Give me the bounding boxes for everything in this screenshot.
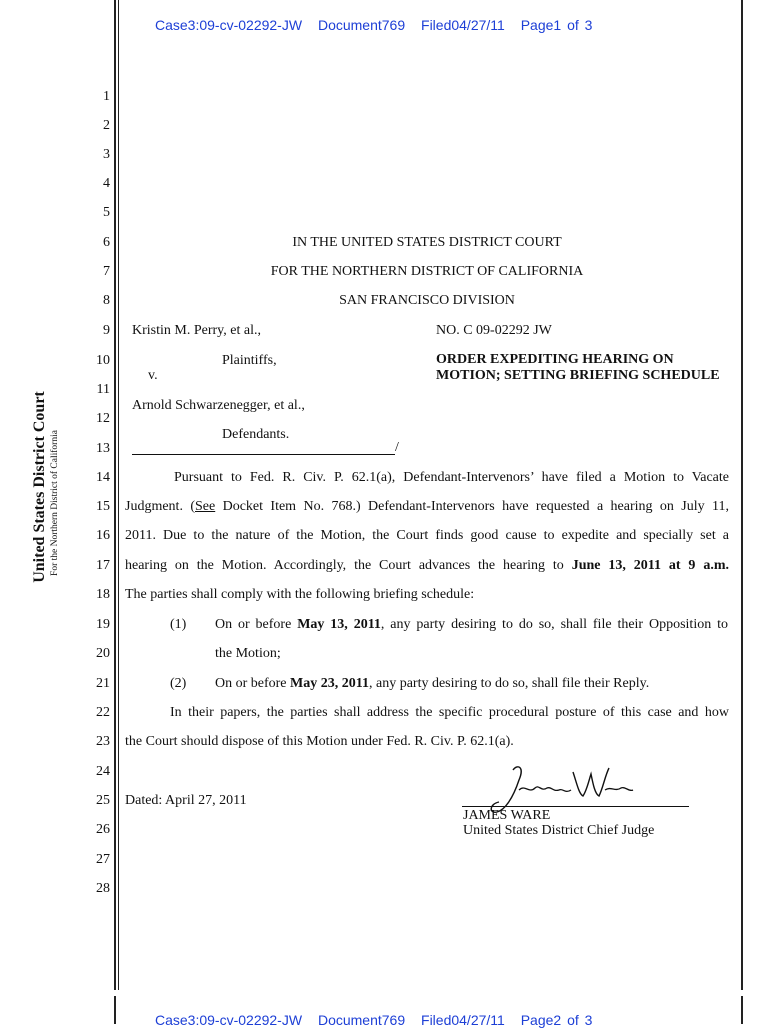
order-title: ORDER EXPEDITING HEARING ON MOTION; SETTING BRIEFING SCHEDULE xyxy=(436,352,720,383)
line-number: 5 xyxy=(103,205,110,220)
page-header xyxy=(155,17,602,33)
line-number: 18 xyxy=(96,587,110,602)
line-number: 1 xyxy=(103,89,110,104)
judge-name: JAMES WARE xyxy=(463,808,551,823)
header-page-number: Page1 of 3 xyxy=(520,17,593,33)
header-case-number: Case3:09-cv-02292-JW xyxy=(155,1012,303,1028)
header-document-number: Document769 xyxy=(317,1012,406,1028)
item-2-text xyxy=(215,676,649,692)
case-number: NO. C 09-02292 JW xyxy=(436,323,552,338)
header-document-number: Document769 xyxy=(317,17,406,33)
body-line-23: the Court should dispose of this Motion under Fed. R. Civ. P. 62.1(a). xyxy=(125,734,514,749)
plaintiffs-label: Plaintiffs, xyxy=(222,353,277,368)
line-number: 3 xyxy=(103,147,110,162)
sidebar-court-name: United States District Court xyxy=(31,391,48,583)
body-line-16: 2011. Due to the nature of the Motion, the Court finds good cause to expedite and specially set a xyxy=(125,528,729,543)
header-filed-date: Filed04/27/11 xyxy=(421,17,505,33)
line-number: 24 xyxy=(96,764,110,779)
line-number: 25 xyxy=(96,793,110,808)
court-heading-line2: FOR THE NORTHERN DISTRICT OF CALIFORNIA xyxy=(270,264,584,279)
court-heading-line1: IN THE UNITED STATES DISTRICT COURT xyxy=(292,235,562,250)
judge-title: United States District Chief Judge xyxy=(463,823,655,838)
item-1-number: (1) xyxy=(170,617,187,632)
line-number: 12 xyxy=(96,411,110,426)
line-number: 6 xyxy=(103,235,110,250)
line-number: 26 xyxy=(96,822,110,837)
line-number: 7 xyxy=(103,264,110,279)
header-filed-date: Filed04/27/11 xyxy=(421,1012,505,1028)
line-number: 11 xyxy=(96,382,110,397)
header-case-number: Case3:09-cv-02292-JW xyxy=(155,17,303,33)
body-line-17 xyxy=(125,558,729,574)
reply-deadline: May 23, 2011 xyxy=(290,676,369,691)
line-number: 10 xyxy=(96,353,110,368)
left-margin-rule xyxy=(114,0,116,990)
right-margin-rule-page2 xyxy=(741,996,743,1024)
item-1-end: , any party desiring to do so, shall file their Opposition to xyxy=(380,617,728,632)
line-number: 17 xyxy=(96,558,110,573)
defendants-name: Arnold Schwarzenegger, et al., xyxy=(132,398,305,413)
line-number: 21 xyxy=(96,676,110,691)
line-number: 4 xyxy=(103,176,110,191)
body-line-14: Pursuant to Fed. R. Civ. P. 62.1(a), Defendant-Intervenors’ have filed a Motion to Vacate xyxy=(174,470,729,485)
caption-underline xyxy=(132,454,395,455)
item-1-continuation: the Motion; xyxy=(215,646,281,661)
line-number: 8 xyxy=(103,293,110,308)
opposition-deadline: May 13, 2011 xyxy=(297,617,381,632)
line-number: 27 xyxy=(96,852,110,867)
item-2-start: On or before xyxy=(215,676,291,691)
line-number: 13 xyxy=(96,441,110,456)
plaintiffs-name: Kristin M. Perry, et al., xyxy=(132,323,261,338)
header-page-number: Page2 of 3 xyxy=(520,1012,593,1028)
item-2-number: (2) xyxy=(170,676,187,691)
body-line-15-start: Judgment. ( xyxy=(125,499,195,514)
body-line-17-start: hearing on the Motion. Accordingly, the Court advances the hearing to xyxy=(125,558,572,573)
line-number: 23 xyxy=(96,734,110,749)
line-number: 14 xyxy=(96,470,110,485)
hearing-date: June 13, 2011 at 9 a.m. xyxy=(571,558,729,573)
caption-slash: / xyxy=(395,440,399,455)
item-2-end: , any party desiring to do so, shall file their Reply. xyxy=(368,676,650,691)
line-number: 19 xyxy=(96,617,110,632)
line-number: 22 xyxy=(96,705,110,720)
body-line-18: The parties shall comply with the following briefing schedule: xyxy=(125,587,475,602)
line-number: 9 xyxy=(103,323,110,338)
right-margin-rule xyxy=(741,0,743,990)
item-1-start: On or before xyxy=(215,617,298,632)
sidebar-district-name: For the Northern District of California xyxy=(50,430,60,576)
line-number: 28 xyxy=(96,881,110,896)
body-line-22: In their papers, the parties shall address the specific procedural posture of this case and how xyxy=(170,705,729,720)
line-number: 20 xyxy=(96,646,110,661)
line-number: 16 xyxy=(96,528,110,543)
body-line-15 xyxy=(125,499,729,515)
versus-label: v. xyxy=(148,368,158,383)
signature-line xyxy=(462,806,689,807)
line-number: 2 xyxy=(103,118,110,133)
see-citation: See xyxy=(195,499,216,514)
body-line-15-end: Docket Item No. 768.) Defendant-Intervenors have requested a hearing on July 11, xyxy=(215,499,730,514)
court-heading-line3: SAN FRANCISCO DIVISION xyxy=(339,293,515,308)
page2-header xyxy=(155,1012,602,1028)
line-number: 15 xyxy=(96,499,110,514)
dated-line: Dated: April 27, 2011 xyxy=(125,793,247,808)
item-1-text xyxy=(215,617,728,633)
defendants-label: Defendants. xyxy=(222,427,290,442)
left-margin-rule-page2 xyxy=(114,996,116,1024)
left-margin-rule-inner xyxy=(118,0,119,990)
